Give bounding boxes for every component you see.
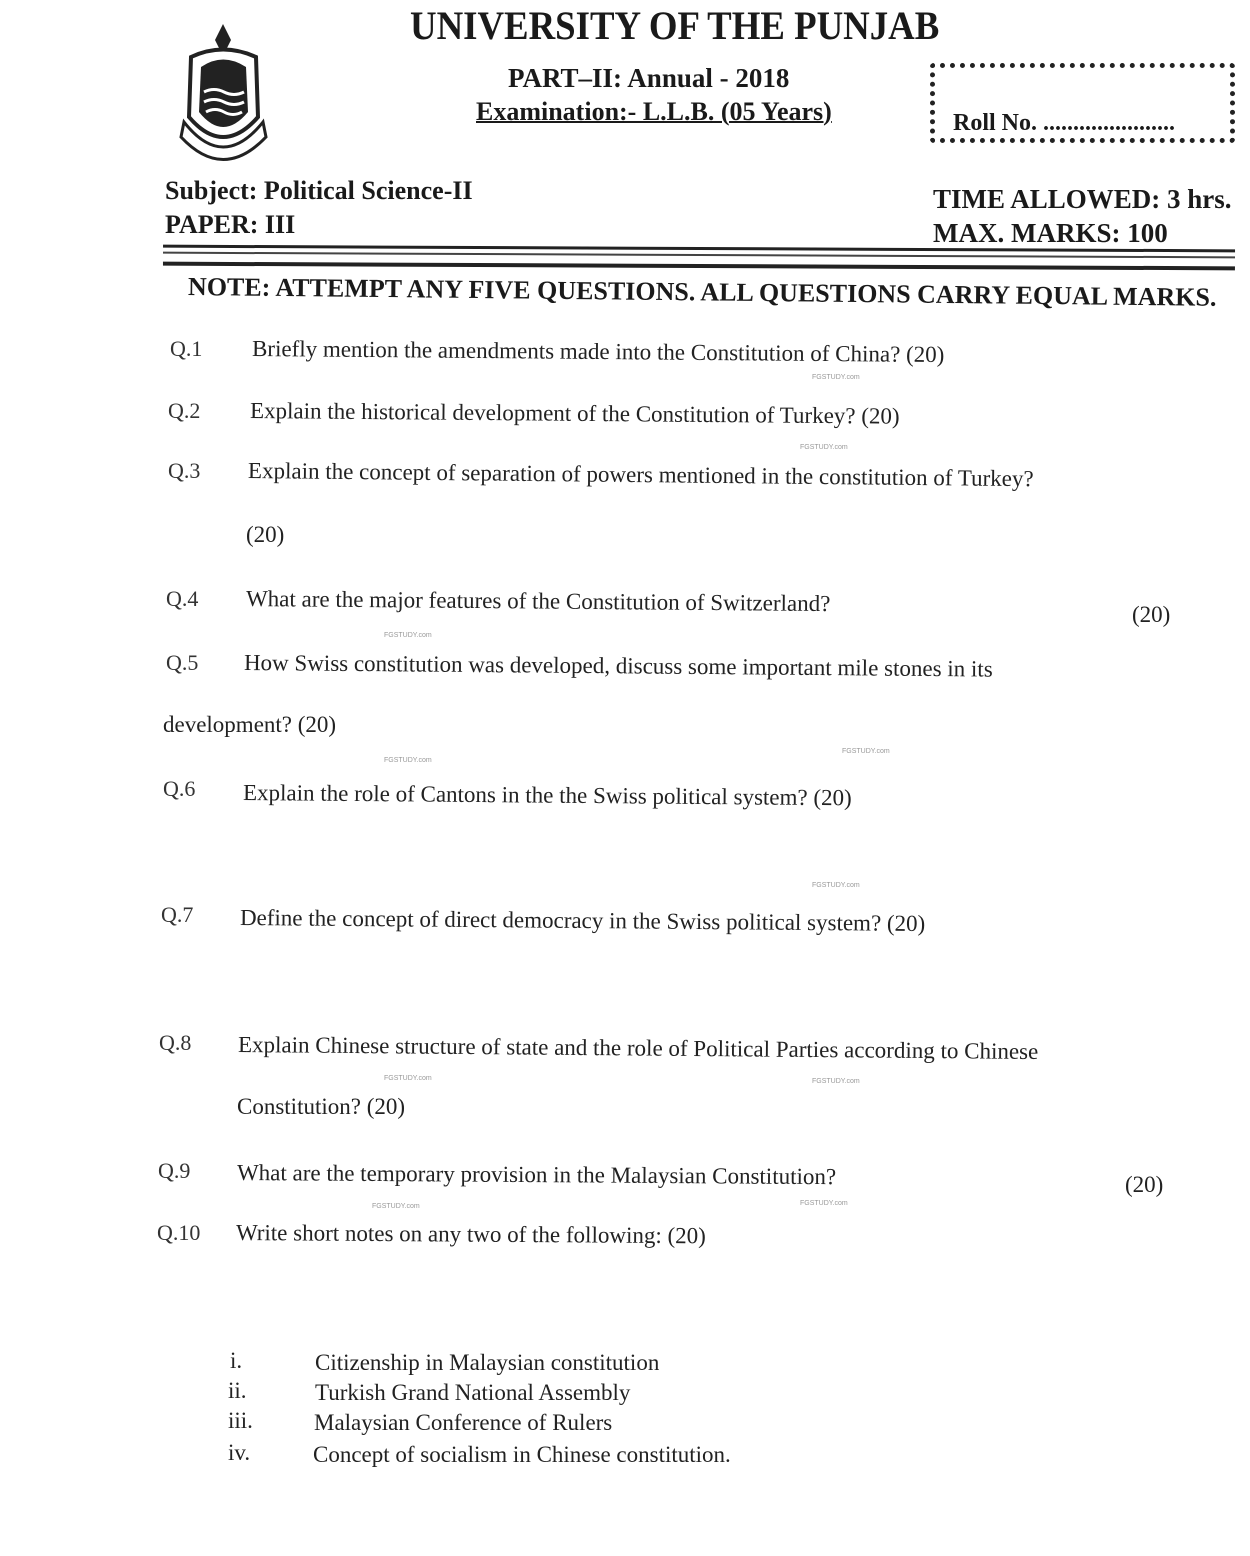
subitem-text: Malaysian Conference of Rulers	[314, 1410, 613, 1435]
watermark-text: FGSTUDY.com	[384, 757, 432, 764]
watermark-text: FGSTUDY.com	[372, 1203, 420, 1210]
question-text-continued: Constitution? (20)	[237, 1094, 406, 1119]
university-title: UNIVERSITY OF THE PUNJAB	[410, 3, 940, 48]
question-text: Briefly mention the amendments made into the Constitution of China? (20)	[251, 336, 945, 368]
question-text: What are the temporary provision in the Malaysian Constitution?	[236, 1160, 837, 1190]
question-number: Q.7	[161, 902, 194, 927]
question-text: How Swiss constitution was developed, discuss some important mile stones in its	[243, 650, 993, 682]
question-number: Q.1	[170, 336, 203, 361]
question-text-continued: development? (20)	[163, 712, 337, 737]
subitem-number: iv.	[228, 1440, 251, 1465]
subitem-number: iii.	[228, 1408, 253, 1433]
roll-number-label: Roll No. ......................	[953, 110, 1175, 136]
watermark-text: FGSTUDY.com	[384, 1075, 432, 1082]
header-divider	[163, 245, 1235, 271]
question-number: Q.2	[168, 398, 201, 423]
question-text: Explain the role of Cantons in the the Swiss political system? (20)	[242, 780, 852, 811]
question-marks: (20)	[1132, 602, 1171, 627]
watermark-text: FGSTUDY.com	[800, 444, 848, 451]
instructions-note: NOTE: ATTEMPT ANY FIVE QUESTIONS. ALL QUESTIONS CARRY EQUAL MARKS.	[187, 272, 1217, 312]
question-number: Q.8	[159, 1030, 192, 1055]
question-number: Q.3	[168, 458, 201, 483]
max-marks: MAX. MARKS: 100	[933, 218, 1168, 248]
time-allowed: TIME ALLOWED: 3 hrs.	[933, 184, 1232, 214]
watermark-text: FGSTUDY.com	[842, 748, 890, 755]
subitem-number: i.	[230, 1348, 243, 1373]
watermark-text: FGSTUDY.com	[384, 632, 432, 639]
question-text: Explain the historical development of the Constitution of Turkey? (20)	[249, 398, 900, 429]
question-text: Explain the concept of separation of powers mentioned in the constitution of Turkey?	[247, 458, 1034, 492]
university-crest-logo	[176, 22, 271, 172]
subitem-text: Concept of socialism in Chinese constitution.	[313, 1442, 731, 1467]
question-text: Write short notes on any two of the following: (20)	[235, 1220, 706, 1249]
question-marks: (20)	[246, 522, 285, 547]
watermark-text: FGSTUDY.com	[812, 1078, 860, 1085]
question-number: Q.9	[158, 1158, 191, 1183]
question-number: Q.6	[163, 776, 196, 801]
subitem-text: Turkish Grand National Assembly	[315, 1380, 631, 1405]
watermark-text: FGSTUDY.com	[812, 882, 860, 889]
question-number: Q.5	[166, 650, 199, 675]
examination-name: Examination:- L.L.B. (05 Years)	[476, 97, 832, 126]
exam-part: PART–II: Annual - 2018	[508, 63, 790, 93]
question-text: What are the major features of the Constitution of Switzerland?	[245, 586, 831, 617]
watermark-text: FGSTUDY.com	[812, 374, 860, 381]
question-text: Explain Chinese structure of state and the role of Political Parties according to Chinese	[237, 1032, 1039, 1064]
paper-number: PAPER: III	[165, 210, 296, 239]
watermark-text: FGSTUDY.com	[800, 1200, 848, 1207]
question-number: Q.4	[166, 586, 199, 611]
subject: Subject: Political Science-II	[165, 176, 473, 205]
question-number: Q.10	[157, 1220, 201, 1245]
question-marks: (20)	[1125, 1172, 1164, 1197]
subitem-text: Citizenship in Malaysian constitution	[315, 1350, 660, 1375]
subitem-number: ii.	[228, 1378, 247, 1403]
question-text: Define the concept of direct democracy in the Swiss political system? (20)	[239, 905, 926, 936]
